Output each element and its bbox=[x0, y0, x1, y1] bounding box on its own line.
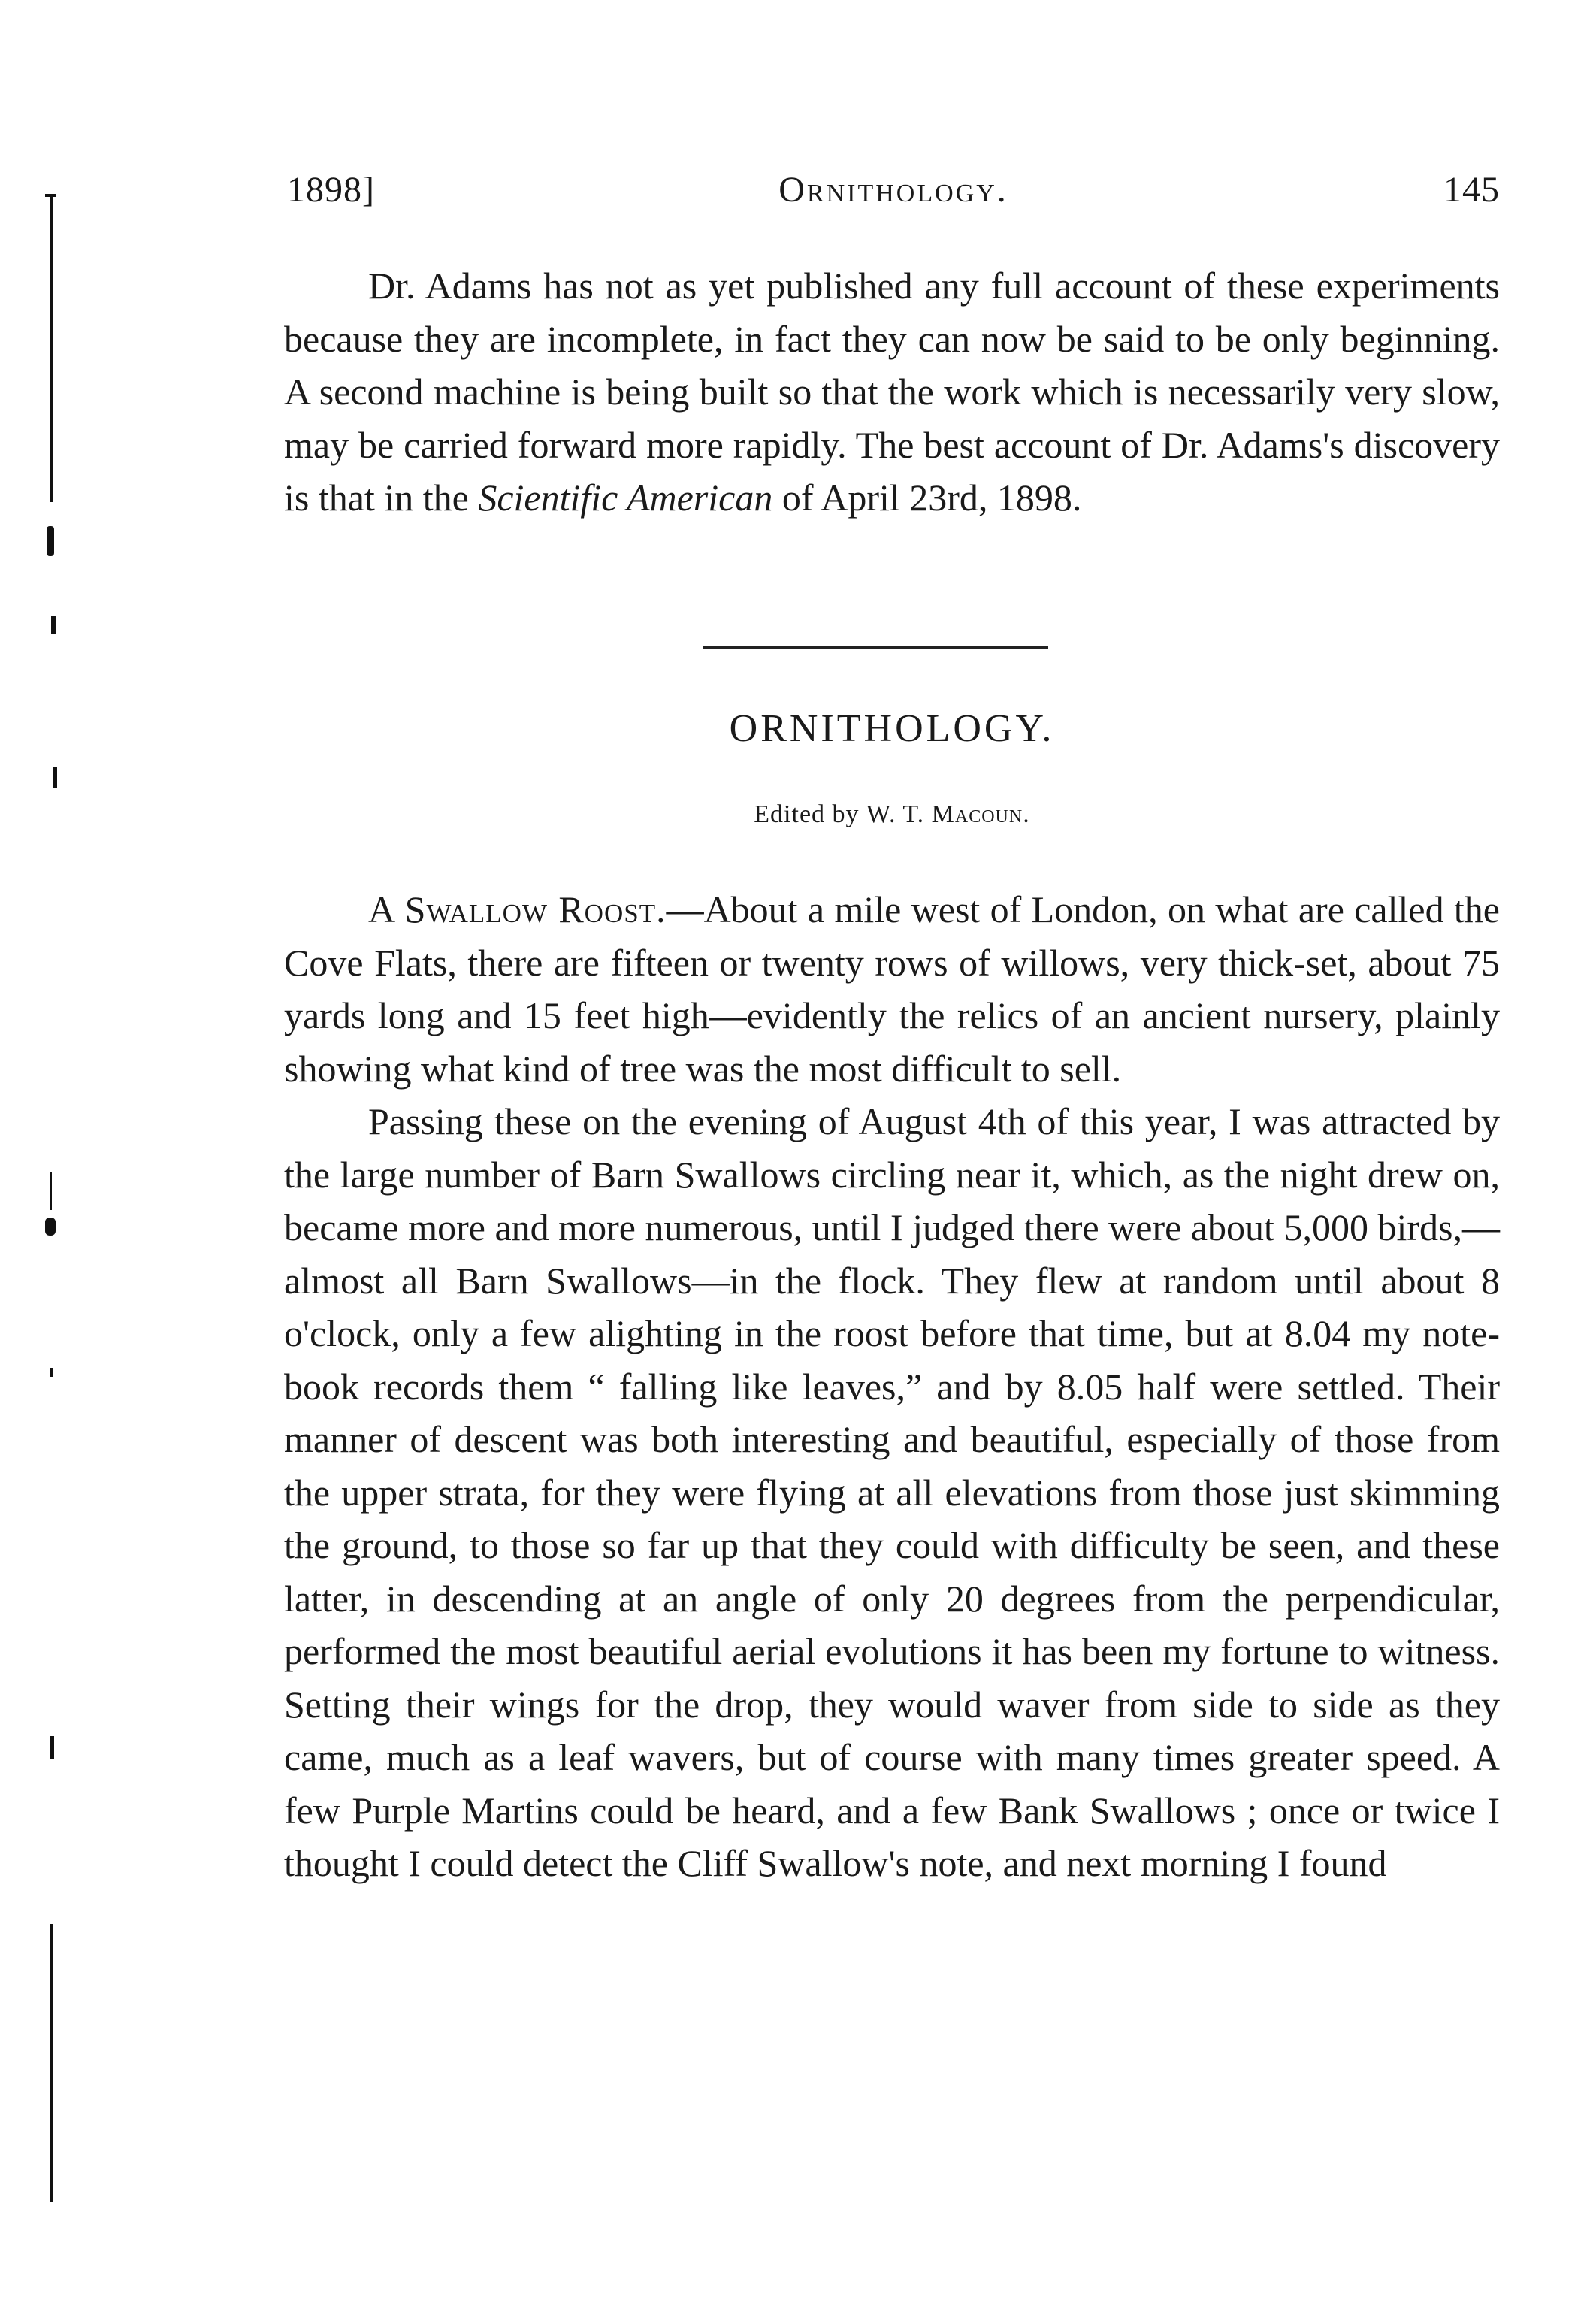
page-number: 145 bbox=[1443, 170, 1500, 210]
header-title: Ornithology. bbox=[778, 170, 1008, 210]
intro-text-after: of April 23rd, 1898. bbox=[772, 476, 1082, 519]
editor-name: W. T. Macoun. bbox=[866, 800, 1030, 828]
margin-mark bbox=[50, 1736, 54, 1759]
editor-prefix: Edited by bbox=[754, 800, 867, 828]
margin-mark bbox=[45, 1218, 56, 1236]
editor-line bbox=[284, 800, 1500, 829]
margin-mark bbox=[50, 1172, 52, 1210]
intro-paragraph bbox=[284, 259, 1500, 525]
header-year: 1898] bbox=[287, 170, 375, 210]
article-paragraph bbox=[284, 883, 1500, 1095]
section-title: ORNITHOLOGY. bbox=[729, 707, 1055, 750]
margin-mark bbox=[50, 194, 53, 502]
margin-mark bbox=[50, 1368, 53, 1377]
journal-title: Scientific American bbox=[478, 476, 773, 519]
intro-text-before: Dr. Adams has not as yet published any full account of these experiments because they are incomplete, in fact they can now be said to be only beginning. A second machine is being built so that the work which is necessarily very slow, may be carried forward more rapidly. The best account of Dr. Adams's discovery is that in the bbox=[284, 265, 1500, 519]
article-paragraph-1-text: —About a mile west of London, on what are called the Cove Flats, there are fifteen or twenty rows of willows, very thick-set, about 75 yards long and 15 feet high—evidently the relics of an ancient nursery, plainly showing what kind of tree was the most difficult to sell. bbox=[284, 888, 1500, 1090]
margin-mark bbox=[51, 616, 56, 634]
margin-mark bbox=[53, 767, 57, 788]
article-body bbox=[284, 883, 1500, 1890]
margin-mark bbox=[45, 194, 56, 197]
running-header bbox=[287, 169, 1500, 222]
margin-mark bbox=[47, 526, 54, 556]
margin-mark bbox=[50, 1924, 53, 2202]
intro-paragraph-block bbox=[284, 259, 1500, 525]
article-paragraph: Passing these on the evening of August 4th of this year, I was attracted by the large number of Barn Swallows circling near it, which, as the night drew on, became more and more numerous, until I judged there were about 5,000 birds,—almost all Barn Swallows—in the flock. They flew at random until about 8 o'clock, only a few alighting in the roost before that time, but at 8.04 my note-book records them “ falling like leaves,” and by 8.05 half were settled. Their manner of descent was both interesting and beautiful, especially of those from the upper strata, for they were flying at all elevations from those just skimming the ground, to those so far up that they could with difficulty be seen, and these latter, in descending at an angle of only 20 degrees from the perpendicular, performed the most beautiful aerial evolutions it has been my fortune to witness. Setting their wings for the drop, they would waver from side to side as they came, much as a leaf wavers, but of course with many times greater speed. A few Purple Martins could be heard, and a few Bank Swallows ; once or twice I thought I could detect the Cliff Swallow's note, and next morning I found bbox=[284, 1100, 1500, 1884]
section-divider bbox=[703, 646, 1048, 649]
article-heading: A Swallow Roost. bbox=[368, 888, 667, 930]
